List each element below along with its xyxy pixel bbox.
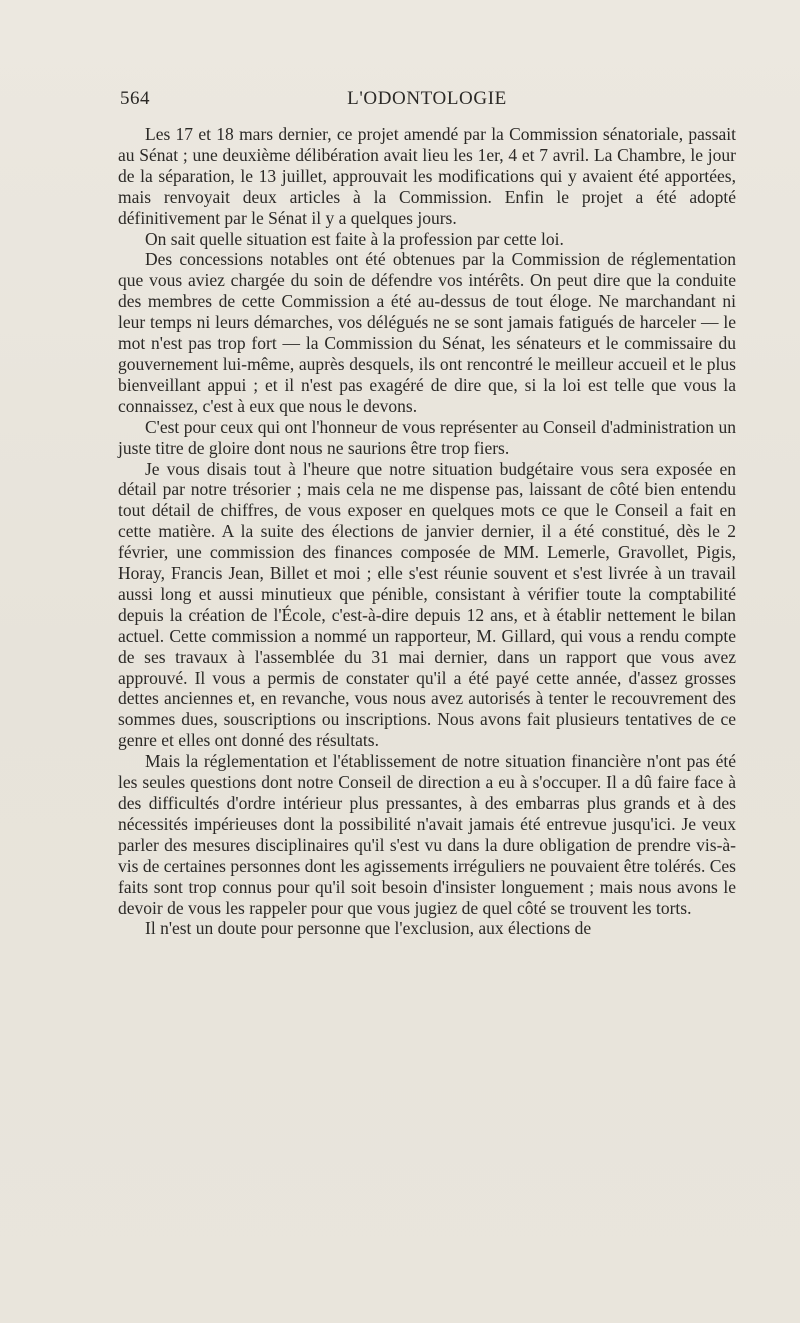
paragraph: Des concessions notables ont été obtenues par la Commission de réglementation que vous aviez chargée du soin de défendre vos intérêts. On peut dire que la conduite des membres de cette Commission a été au-dessus de tout éloge. Ne marchandant ni leur temps ni leurs démarches, vos délégués ne se sont jamais fatigués de harceler — le mot n'est pas trop fort — la Commission du Sénat, les sénateurs et le commissaire du gouvernement lui-même, auprès desquels, ils ont rencontré le meilleur accueil et le plus bienveillant appui ; et il n'est pas exagéré de dire que, si la loi est telle que vous la connaissez, c'est à eux que nous le devons. — [118, 249, 736, 416]
body-text — [118, 124, 736, 939]
page-header — [120, 88, 734, 114]
paragraph: Il n'est un doute pour personne que l'exclusion, aux élections de — [145, 918, 592, 939]
paragraph: C'est pour ceux qui ont l'honneur de vous représenter au Conseil d'administration un juste titre de gloire dont nous ne saurions être trop fiers. — [118, 416, 736, 458]
paragraph: On sait quelle situation est faite à la profession par cette loi. — [145, 228, 564, 249]
running-title: L'ODONTOLOGIE — [347, 88, 507, 109]
paragraph: Mais la réglementation et l'établissement de notre situation financière n'ont pas été les seules questions dont notre Conseil de direction a eu à s'occuper. Il a dû faire face à des difficultés d'ordre intérieur plus pressantes, à des embarras plus grands et à des nécessités impérieuses dont la possibilité n'avait jamais été entrevue jusqu'ici. Je veux parler des mesures disciplinaires qu'il s'est vu dans la dure obligation de prendre vis-à-vis de certaines personnes dont les agissements irréguliers ne pouvaient être tolérés. Ces faits sont trop connus pour qu'il soit besoin d'insister longuement ; mais nous avons le devoir de vous les rappeler pour que vous jugiez de quel côté se trouvent les torts. — [118, 751, 736, 918]
paragraph: Les 17 et 18 mars dernier, ce projet amendé par la Commission sénatoriale, passait au Sénat ; une deuxième délibération avait lieu les 1er, 4 et 7 avril. La Chambre, le jour de la séparation, le 13 juillet, approuvait les modifications qui y avaient été apportées, mais renvoyait deux articles à la Commission. Enfin le projet a été adopté définitivement par le Sénat il y a quelques jours. — [118, 124, 736, 228]
page-number: 564 — [120, 88, 150, 109]
paragraph: Je vous disais tout à l'heure que notre situation budgétaire vous sera exposée en détail par notre trésorier ; mais cela ne me dispense pas, laissant de côté bien entendu tout détail de chiffres, de vous exposer en quelques mots ce que le Conseil a fait en cette matière. A la suite des élections de janvier dernier, il a été constitué, dès le 2 février, une commission des finances composée de MM. Lemerle, Gravollet, Pigis, Horay, Francis Jean, Billet et moi ; elle s'est réunie souvent et s'est livrée à un travail aussi long et aussi minutieux que pénible, consistant à vérifier toute la comptabilité depuis la création de l'École, c'est-à-dire depuis 12 ans, et à établir nettement le bilan actuel. Cette commission a nommé un rapporteur, M. Gillard, qui vous a rendu compte de ses travaux à l'assemblée du 31 mai dernier, dans un rapport que vous avez approuvé. Il vous a permis de constater qu'il a été payé cette année, d'assez grosses dettes anciennes et, en revanche, vous nous avez autorisés à tenter le recouvrement des sommes dues, souscriptions ou inscriptions. Nous avons fait plusieurs tentatives de ce genre et elles ont donné des résultats. — [118, 458, 736, 751]
